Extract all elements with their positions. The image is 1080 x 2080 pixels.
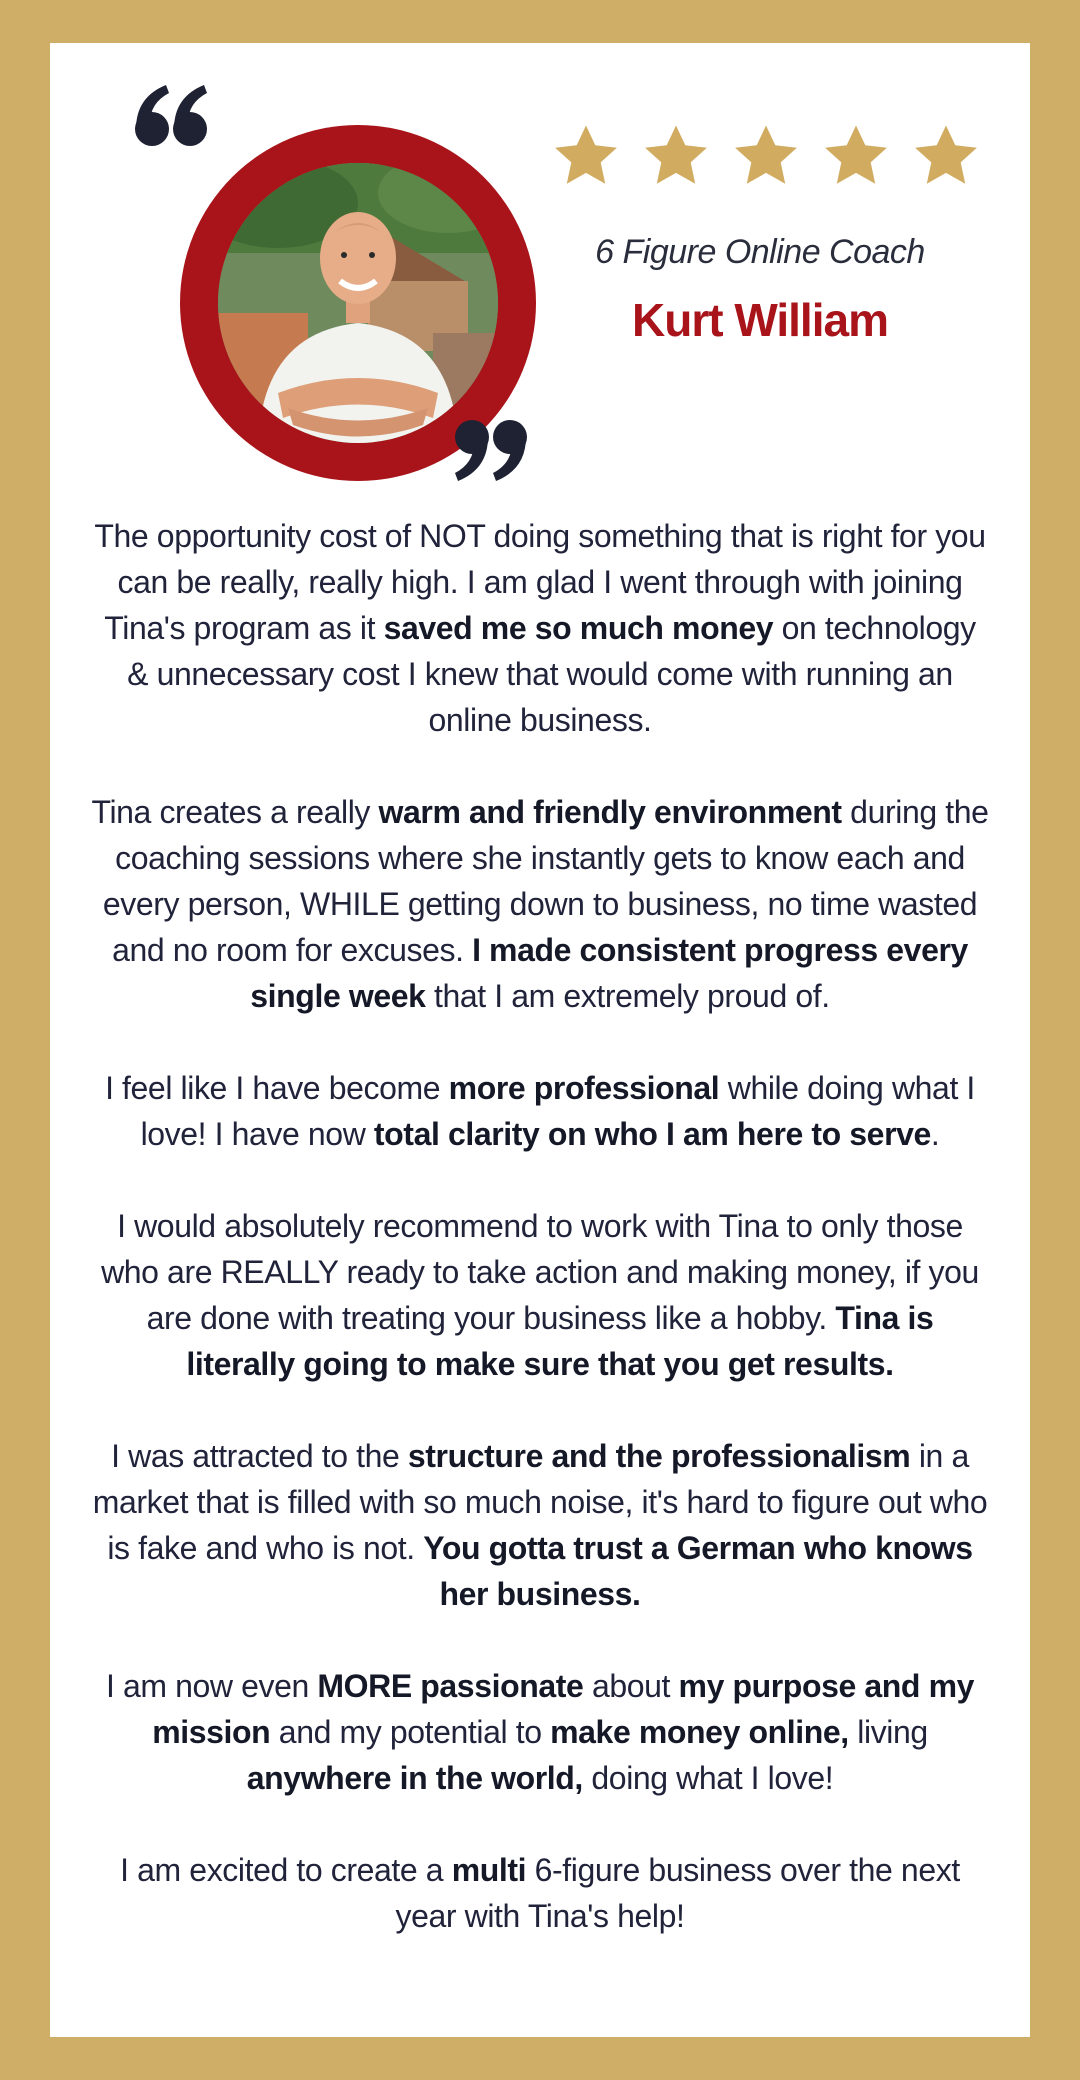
highlight-text: warm and friendly environment	[378, 794, 842, 830]
star-icon	[820, 121, 892, 193]
paragraph-text: I am now even	[105, 1668, 318, 1704]
rating-stars	[550, 121, 982, 193]
highlight-text: my purpose and my mission	[152, 1668, 975, 1750]
highlight-text: more professional	[448, 1070, 720, 1106]
paragraph-text: while doing what I love! I have now	[140, 1070, 975, 1152]
profile-photo	[218, 163, 498, 443]
paragraph-text: I would absolutely recommend to work with Tina to only those who are REALLY ready to take action and making money, if you are done with treating your business like a hobby.	[101, 1208, 979, 1336]
star-icon	[550, 121, 622, 193]
paragraph-text: and my potential to	[270, 1714, 551, 1750]
paragraph-text: on technology & unnecessary cost I knew that would come with running an online business.	[127, 610, 976, 738]
star-icon	[640, 121, 712, 193]
paragraph-text: I am excited to create a	[120, 1852, 452, 1888]
reviewer-name: Kurt William	[632, 294, 888, 346]
paragraph-text: during the coaching sessions where she instantly gets to know each and every person, WHILE getting down to business, no time wasted and no room for excuses.	[102, 794, 989, 968]
highlight-text: anywhere in the world,	[246, 1760, 583, 1796]
quote-open-icon	[132, 83, 212, 153]
quote-close-icon	[450, 413, 530, 483]
highlight-text: You gotta trust a German who knows her business.	[423, 1530, 973, 1612]
paragraph-text: 6-figure business over the next year with Tina's help!	[395, 1852, 960, 1934]
testimonial-paragraph	[90, 1847, 990, 1939]
paragraph-text: The opportunity cost of NOT doing something that is right for you can be really, really high. I am glad I went through with joining Tina's program as it	[94, 518, 986, 646]
testimonial-paragraph	[90, 1433, 990, 1617]
highlight-text: structure and the professionalism	[407, 1438, 911, 1474]
paragraph-text: .	[930, 1116, 940, 1152]
paragraph-text: I feel like I have become	[105, 1070, 449, 1106]
star-icon	[910, 121, 982, 193]
testimonial-card	[50, 43, 1030, 2037]
star-icon	[730, 121, 802, 193]
highlight-text: MORE passionate	[317, 1668, 584, 1704]
testimonial-paragraph	[90, 1203, 990, 1387]
testimonial-paragraph	[90, 789, 990, 1019]
paragraph-text: Tina creates a really	[91, 794, 379, 830]
reviewer-title: 6 Figure Online Coach	[595, 233, 925, 271]
testimonial-body	[90, 513, 990, 1985]
highlight-text: I made consistent progress every single week	[250, 932, 968, 1014]
highlight-text: make money online,	[550, 1714, 849, 1750]
paragraph-text: doing what I love!	[582, 1760, 834, 1796]
highlight-text: total clarity on who I am here to serve	[373, 1116, 931, 1152]
highlight-text: Tina is literally going to make sure that you get results.	[186, 1300, 934, 1382]
testimonial-paragraph	[90, 513, 990, 743]
paragraph-text: I was attracted to the	[111, 1438, 408, 1474]
paragraph-text: in a market that is filled with so much noise, it's hard to figure out who is fake and who is not.	[92, 1438, 988, 1566]
highlight-text: multi	[451, 1852, 527, 1888]
paragraph-text: living	[848, 1714, 928, 1750]
paragraph-text: about	[583, 1668, 679, 1704]
portrait	[132, 83, 552, 483]
testimonial-paragraph	[90, 1663, 990, 1801]
highlight-text: saved me so much money	[383, 610, 774, 646]
testimonial-paragraph	[90, 1065, 990, 1157]
paragraph-text: that I am extremely proud of.	[425, 978, 830, 1014]
